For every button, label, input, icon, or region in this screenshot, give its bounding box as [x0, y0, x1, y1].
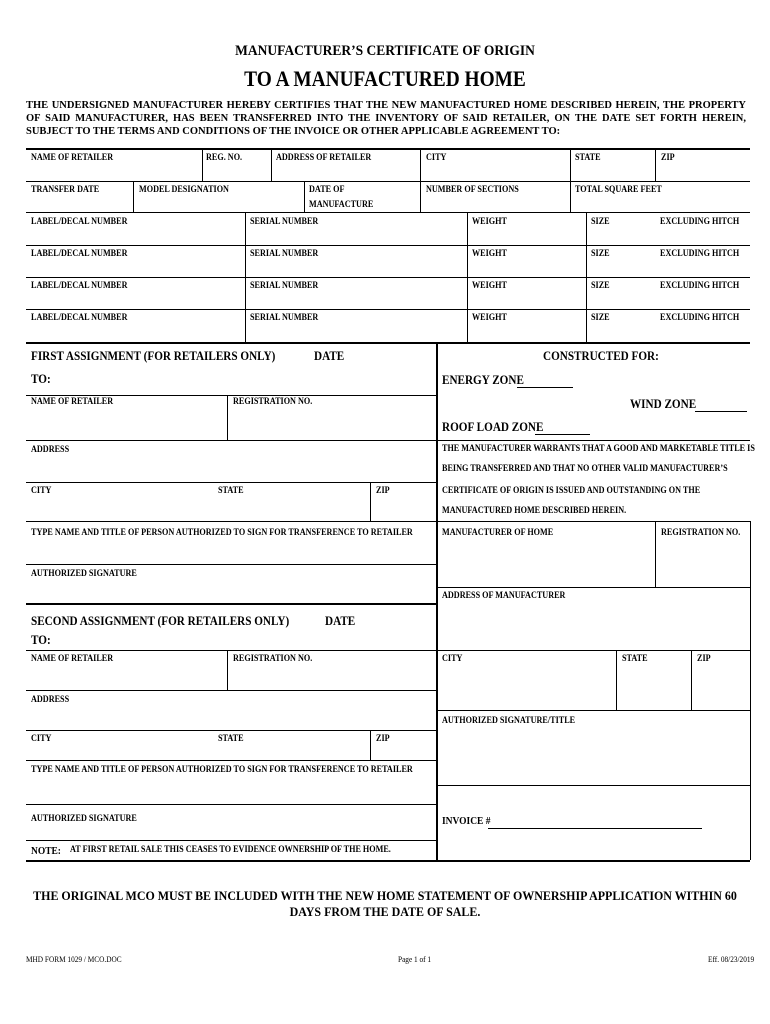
- reg-no-label: REG. NO.: [206, 153, 243, 163]
- address-of-manufacturer-label: ADDRESS OF MANUFACTURER: [442, 591, 566, 601]
- second-name-of-retailer-label: NAME OF RETAILER: [31, 654, 114, 664]
- invoice-line[interactable]: [488, 828, 702, 829]
- first-state-label: STATE: [218, 486, 244, 496]
- authorized-signature-title-label: AUTHORIZED SIGNATURE/TITLE: [442, 716, 576, 726]
- page-number: Page 1 of 1: [398, 954, 432, 964]
- weight-label: WEIGHT: [472, 249, 507, 259]
- second-assignment-title: SECOND ASSIGNMENT (FOR RETAILERS ONLY): [31, 613, 290, 628]
- energy-zone-line[interactable]: [517, 387, 573, 388]
- excluding-hitch-label: EXCLUDING HITCH: [660, 281, 740, 291]
- weight-label: WEIGHT: [472, 217, 507, 227]
- warranty-line4: MANUFACTURED HOME DESCRIBED HEREIN.: [442, 506, 627, 516]
- manufacture-label: MANUFACTURE: [309, 200, 374, 210]
- note-text: AT FIRST RETAIL SALE THIS CEASES TO EVIDENCE OWNERSHIP OF THE HOME.: [70, 845, 391, 855]
- manufacturer-state-label: STATE: [622, 654, 648, 664]
- serial-number-label: SERIAL NUMBER: [250, 281, 319, 291]
- serial-number-label: SERIAL NUMBER: [250, 249, 319, 259]
- address-of-retailer-label: ADDRESS OF RETAILER: [276, 153, 372, 163]
- size-label: SIZE: [591, 249, 610, 259]
- bottom-notice: THE ORIGINAL MCO MUST BE INCLUDED WITH THE NEW HOME STATEMENT OF OWNERSHIP APPLICATION WITHIN 60 DAYS FROM THE DATE OF SALE.: [33, 888, 737, 919]
- second-assignment-to-label: TO:: [31, 632, 51, 647]
- roof-load-zone-label: ROOF LOAD ZONE: [442, 419, 544, 434]
- first-assignment-to-label: TO:: [31, 371, 51, 386]
- invoice-label: INVOICE #: [442, 815, 491, 827]
- excluding-hitch-label: EXCLUDING HITCH: [660, 249, 740, 259]
- form-id: MHD FORM 1029 / MCO.DOC: [26, 954, 122, 964]
- label-decal-number-label: LABEL/DECAL NUMBER: [31, 249, 128, 259]
- first-type-name-label: TYPE NAME AND TITLE OF PERSON AUTHORIZED TO SIGN FOR TRANSFERENCE TO RETAILER: [31, 528, 413, 538]
- first-city-label: CITY: [31, 486, 52, 496]
- second-zip-label: ZIP: [376, 734, 390, 744]
- excluding-hitch-label: EXCLUDING HITCH: [660, 313, 740, 323]
- warranty-line3: CERTIFICATE OF ORIGIN IS ISSUED AND OUTSTANDING ON THE: [442, 486, 701, 496]
- manufacturer-registration-no-label: REGISTRATION NO.: [661, 528, 741, 538]
- label-decal-number-label: LABEL/DECAL NUMBER: [31, 217, 128, 227]
- label-decal-number-label: LABEL/DECAL NUMBER: [31, 281, 128, 291]
- zip-label: ZIP: [661, 153, 675, 163]
- serial-number-label: SERIAL NUMBER: [250, 217, 319, 227]
- note-label: NOTE:: [31, 845, 61, 857]
- weight-label: WEIGHT: [472, 313, 507, 323]
- warranty-line1: THE MANUFACTURER WARRANTS THAT A GOOD AND MARKETABLE TITLE IS: [442, 444, 755, 454]
- city-label: CITY: [426, 153, 447, 163]
- form-title-line1: MANUFACTURER’S CERTIFICATE OF ORIGIN: [235, 43, 535, 59]
- serial-number-label: SERIAL NUMBER: [250, 313, 319, 323]
- warranty-line2: BEING TRANSFERRED AND THAT NO OTHER VALID MANUFACTURER’S: [442, 464, 728, 474]
- first-address-label: ADDRESS: [31, 445, 70, 455]
- transfer-date-label: TRANSFER DATE: [31, 185, 100, 195]
- first-zip-label: ZIP: [376, 486, 390, 496]
- first-assignment-title: FIRST ASSIGNMENT (FOR RETAILERS ONLY): [31, 348, 276, 363]
- manufacturer-city-label: CITY: [442, 654, 463, 664]
- manufacturer-zip-label: ZIP: [697, 654, 711, 664]
- second-assignment-date-label: DATE: [325, 613, 356, 628]
- size-label: SIZE: [591, 313, 610, 323]
- first-registration-no-label: REGISTRATION NO.: [233, 397, 313, 407]
- manufacturer-of-home-label: MANUFACTURER OF HOME: [442, 528, 554, 538]
- second-address-label: ADDRESS: [31, 695, 70, 705]
- constructed-for-title: CONSTRUCTED FOR:: [543, 348, 659, 363]
- weight-label: WEIGHT: [472, 281, 507, 291]
- state-label: STATE: [575, 153, 601, 163]
- second-authorized-signature-label: AUTHORIZED SIGNATURE: [31, 814, 137, 824]
- model-designation-label: MODEL DESIGNATION: [139, 185, 229, 195]
- date-of-label: DATE OF: [309, 185, 345, 195]
- second-city-label: CITY: [31, 734, 52, 744]
- wind-zone-line[interactable]: [695, 411, 747, 412]
- first-authorized-signature-label: AUTHORIZED SIGNATURE: [31, 569, 137, 579]
- form-title-line2: TO A MANUFACTURED HOME: [244, 66, 526, 91]
- roof-load-zone-line[interactable]: [535, 434, 590, 435]
- excluding-hitch-label: EXCLUDING HITCH: [660, 217, 740, 227]
- first-assignment-date-label: DATE: [314, 348, 345, 363]
- size-label: SIZE: [591, 217, 610, 227]
- first-name-of-retailer-label: NAME OF RETAILER: [31, 397, 114, 407]
- label-decal-number-label: LABEL/DECAL NUMBER: [31, 313, 128, 323]
- intro-text: THE UNDERSIGNED MANUFACTURER HEREBY CERTIFIES THAT THE NEW MANUFACTURED HOME DESCRIBED HEREIN, THE PROPERTY OF SAID MANUFACTURER, HAS BEEN TRANSFERRED INTO THE INVENTORY OF SAID RETAILER, ON THE DATE SET FORTH HEREIN, SUBJECT TO THE TERMS AND CONDITIONS OF THE INVOICE OR OTHER APPLICABLE AGREEMENT TO:: [26, 100, 746, 137]
- name-of-retailer-label: NAME OF RETAILER: [31, 153, 114, 163]
- effective-date: Eff. 08/23/2019: [708, 954, 755, 964]
- energy-zone-label: ENERGY ZONE: [442, 372, 524, 387]
- number-of-sections-label: NUMBER OF SECTIONS: [426, 185, 519, 195]
- second-type-name-label: TYPE NAME AND TITLE OF PERSON AUTHORIZED TO SIGN FOR TRANSFERENCE TO RETAILER: [31, 765, 413, 775]
- second-registration-no-label: REGISTRATION NO.: [233, 654, 313, 664]
- wind-zone-label: WIND ZONE: [630, 396, 697, 411]
- total-square-feet-label: TOTAL SQUARE FEET: [575, 185, 662, 195]
- second-state-label: STATE: [218, 734, 244, 744]
- size-label: SIZE: [591, 281, 610, 291]
